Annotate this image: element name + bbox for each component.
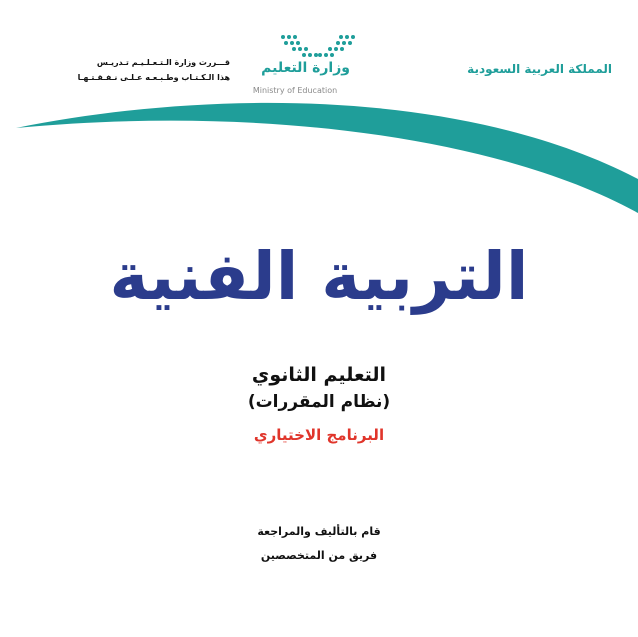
ministry-emblem-icon bbox=[280, 34, 356, 60]
ministry-logo bbox=[228, 34, 358, 104]
course-system: (نظام المقررات) bbox=[247, 392, 391, 412]
ministry-name-arabic: وزارة التعليم bbox=[261, 60, 350, 76]
ministry-approval-note bbox=[60, 55, 230, 85]
program-type: البرنامج الاختياري bbox=[253, 426, 385, 444]
ministry-name-english: Ministry of Education bbox=[252, 86, 338, 95]
teal-swoosh-decoration bbox=[0, 95, 638, 225]
approval-line-2: هذا الـكـتـاب وطـبـعـه عـلـى نـفـقـتـهـا bbox=[77, 73, 230, 82]
country-name: المملكة العربية السعودية bbox=[467, 62, 612, 76]
book-title: التربية الفنية bbox=[109, 238, 529, 315]
education-level: التعليم الثانوي bbox=[251, 364, 387, 386]
authors-credit-line-1: قام بالتأليف والمراجعة bbox=[257, 525, 381, 538]
authors-credit-line-2: فريق من المتخصصين bbox=[260, 549, 378, 562]
approval-line-1: قـــررت وزارة الـتـعـلـيـم تـدريـس bbox=[96, 58, 230, 67]
